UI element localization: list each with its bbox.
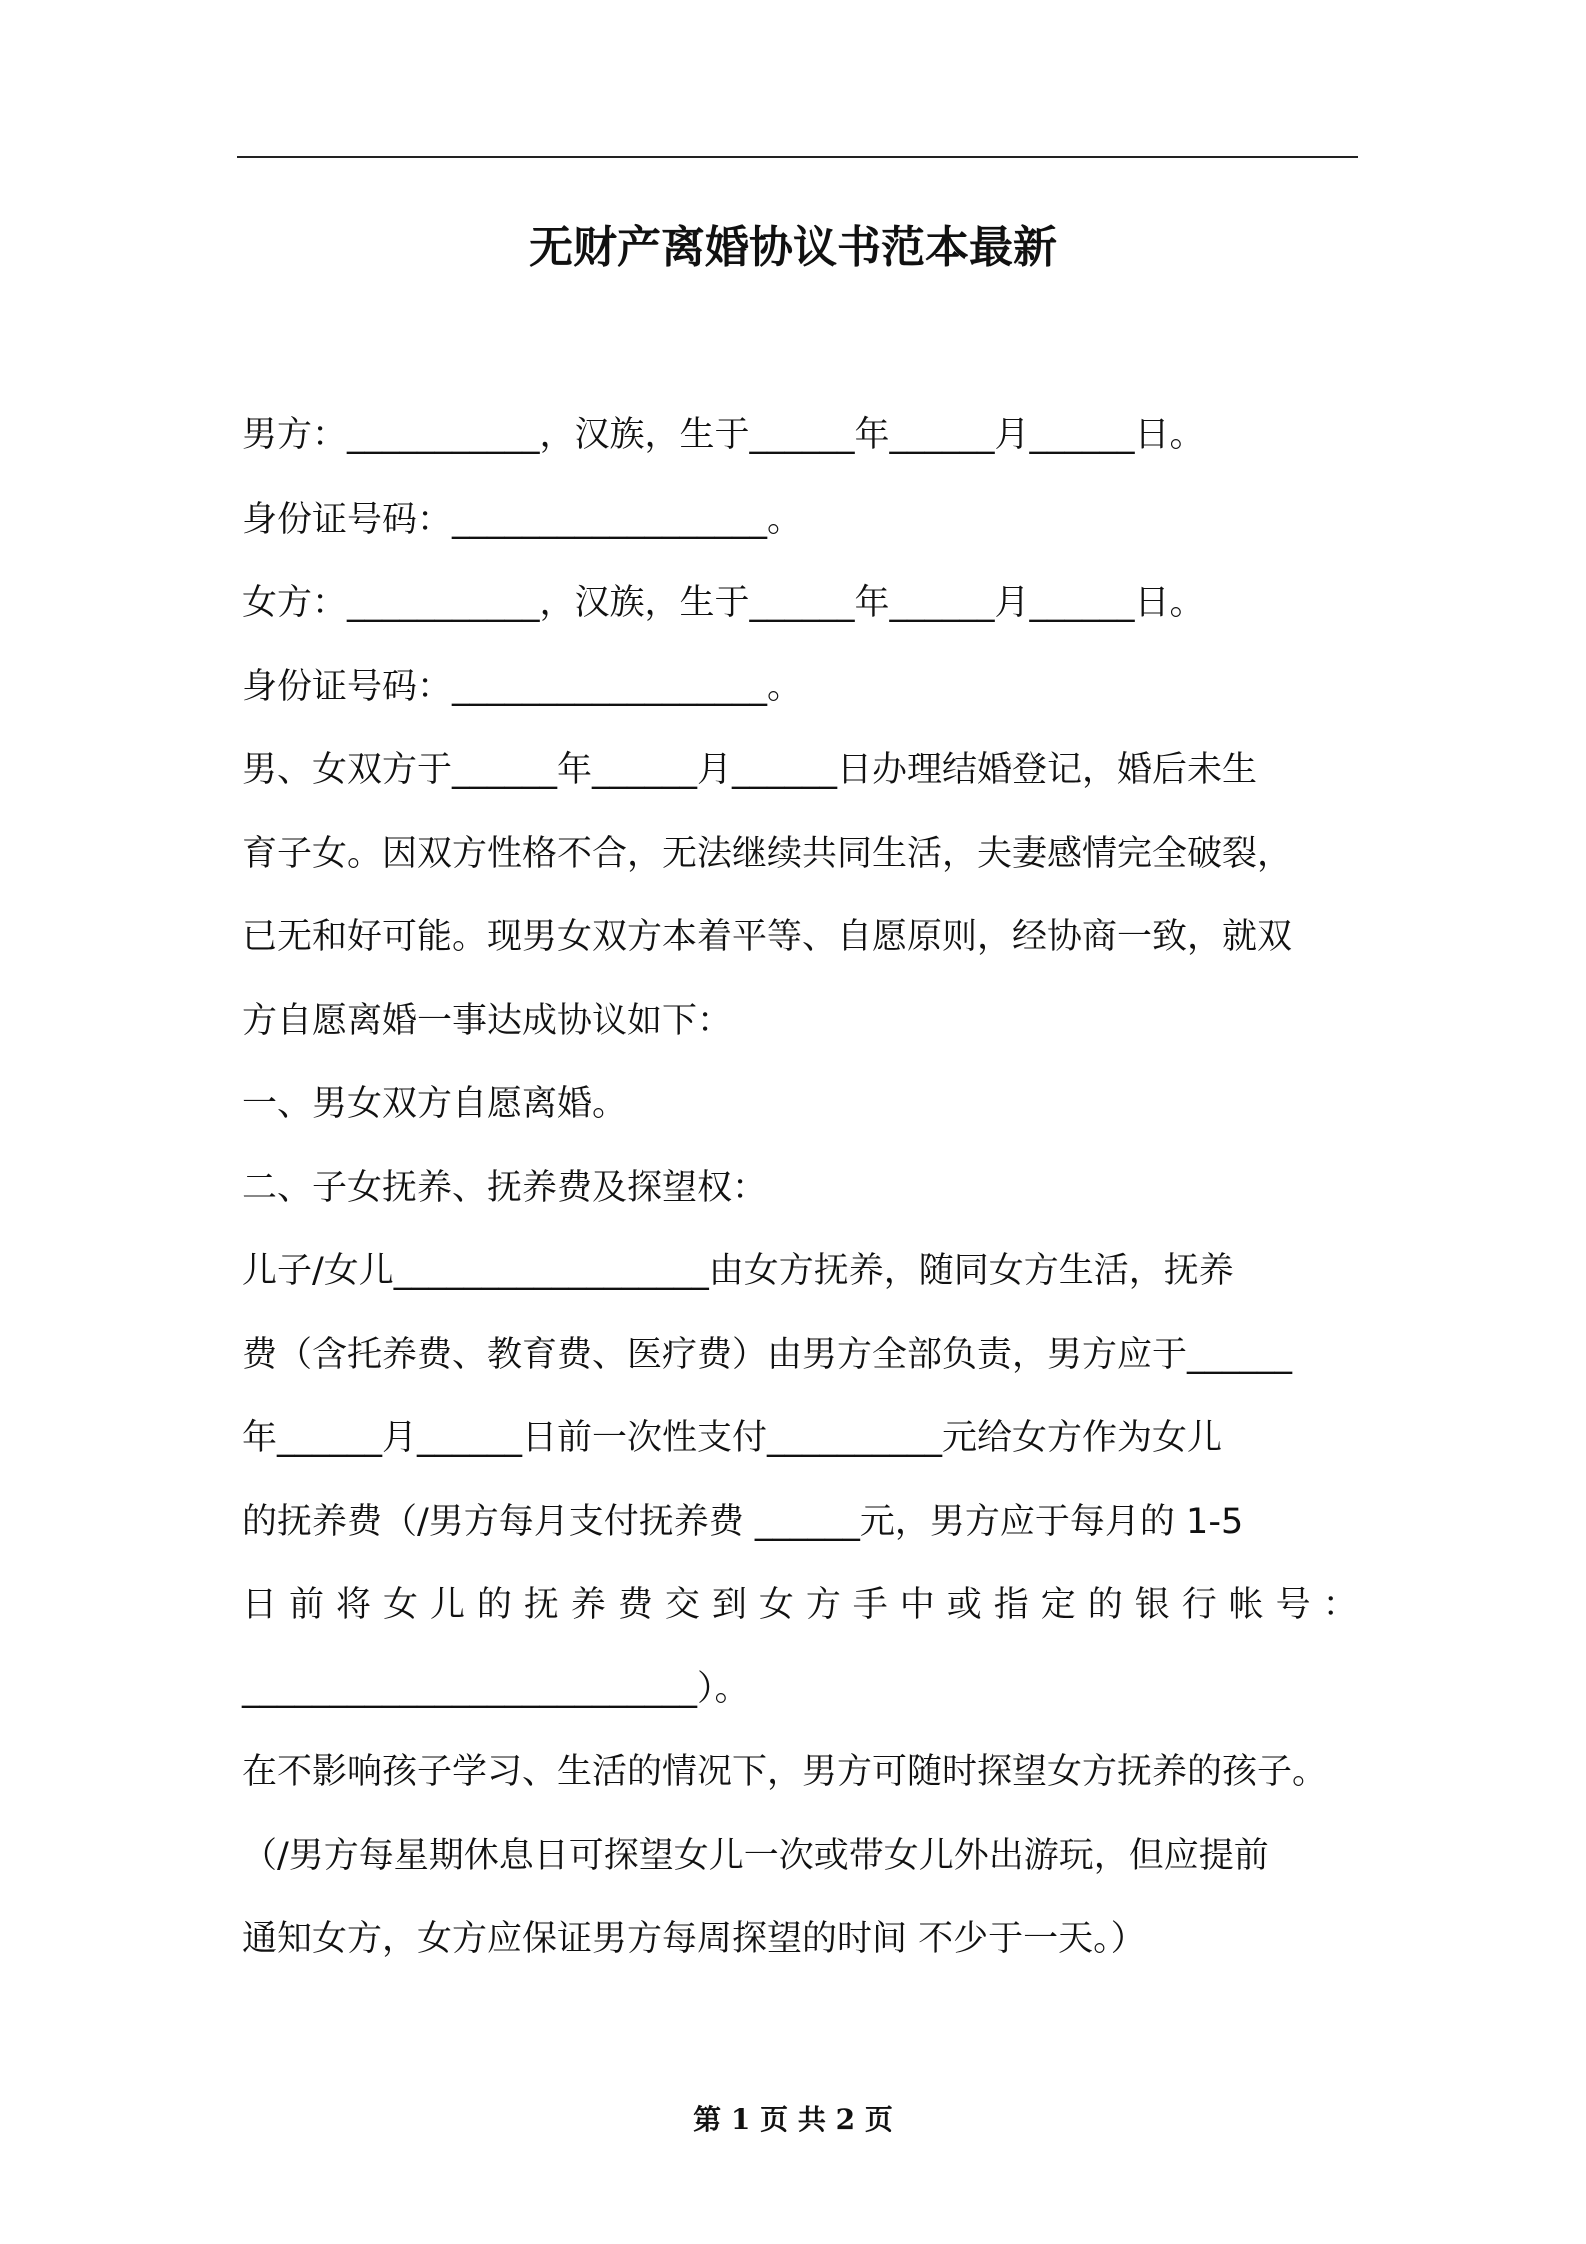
text-line-bank-account — [242, 1580, 1358, 1630]
header-divider — [237, 156, 1358, 158]
justified-char: 费 — [617, 1585, 653, 1625]
justified-char: 指 — [993, 1585, 1029, 1625]
text-line-principle: 已无和好可能。现男女双方本着平等、自愿原则，经协商一致，就双 — [242, 917, 1293, 957]
justified-char: 前 — [288, 1585, 324, 1625]
justified-char: 中 — [899, 1585, 935, 1625]
justified-char: 手 — [852, 1585, 888, 1625]
document-title: 无财产离婚协议书范本最新 — [529, 222, 1057, 273]
justified-char: 女 — [758, 1585, 794, 1625]
justified-char: 将 — [335, 1585, 371, 1625]
justified-char: 帐 — [1228, 1585, 1264, 1625]
text-line-agreement-intro: 方自愿离婚一事达成协议如下： — [242, 1001, 733, 1041]
text-line-visitation-notice: 通知女方，女方应保证男方每周探望的时间 不少于一天。） — [242, 1919, 1146, 1959]
text-line-visitation: 在不影响孩子学习、生活的情况下，男方可随时探望女方抚养的孩子。 — [242, 1752, 1328, 1792]
justified-char: 方 — [805, 1585, 841, 1625]
text-line-male-id: 身份证号码：__________________。 — [242, 500, 803, 540]
text-line-support-cost: 费（含托养费、教育费、医疗费）由男方全部负责，男方应于______ — [242, 1335, 1293, 1375]
justified-char: 儿 — [429, 1585, 465, 1625]
justified-char: 的 — [476, 1585, 512, 1625]
text-line-visitation-weekly: （/男方每星期休息日可探望女儿一次或带女儿外出游玩，但应提前 — [242, 1836, 1269, 1876]
text-line-female-id: 身份证号码：__________________。 — [242, 667, 803, 707]
text-line-female-party: 女方：___________，汉族，生于______年______月______日。 — [242, 583, 1205, 623]
text-line-custody: 儿子/女儿__________________由女方抚养，随同女方生活，抚养 — [242, 1251, 1234, 1291]
text-line-account-blank: __________________________）。 — [242, 1669, 750, 1709]
justified-char: 交 — [664, 1585, 700, 1625]
text-line-marriage-registration: 男、女双方于______年______月______日办理结婚登记，婚后未生 — [242, 750, 1258, 790]
text-line-monthly-support: 的抚养费（/男方每月支付抚养费 ______元，男方应于每月的 1-5 — [242, 1502, 1244, 1542]
justified-char: 到 — [711, 1585, 747, 1625]
text-line-reason: 育子女。因双方性格不合，无法继续共同生活，夫妻感情完全破裂， — [242, 834, 1293, 874]
justified-char: 行 — [1181, 1585, 1217, 1625]
justified-char: 的 — [1087, 1585, 1123, 1625]
clause-1-heading: 一、男女双方自愿离婚。 — [242, 1084, 628, 1124]
justified-char: 日 — [242, 1585, 278, 1625]
justified-char: 银 — [1134, 1585, 1170, 1625]
justified-char: 女 — [382, 1585, 418, 1625]
justified-char: 定 — [1040, 1585, 1076, 1625]
justified-char: 抚 — [523, 1585, 559, 1625]
clause-2-heading: 二、子女抚养、抚养费及探望权： — [242, 1168, 768, 1208]
text-line-lump-sum: 年______月______日前一次性支付__________元给女方作为女儿 — [242, 1418, 1223, 1458]
text-line-male-party: 男方：___________，汉族，生于______年______月______日。 — [242, 415, 1205, 455]
justified-char: 养 — [570, 1585, 606, 1625]
justified-char: ： — [1322, 1585, 1358, 1625]
page-number: 第 1 页 共 2 页 — [693, 2103, 893, 2136]
justified-char: 号 — [1275, 1585, 1311, 1625]
justified-char: 或 — [946, 1585, 982, 1625]
